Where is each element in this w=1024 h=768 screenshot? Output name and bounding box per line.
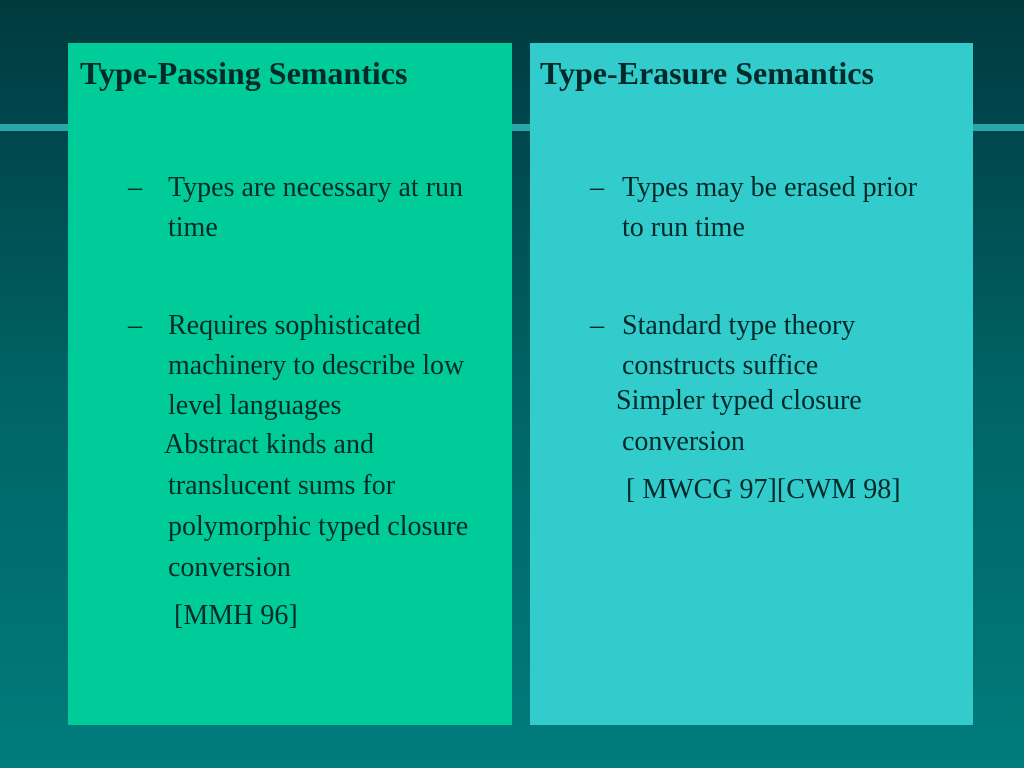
bullet-item <box>530 306 973 386</box>
bullet-text: Requires sophisticated machinery to describe low level languages <box>168 310 465 421</box>
bullet-dash: – <box>590 172 604 203</box>
sub-note: Simpler typed closure conversion <box>616 385 862 457</box>
type-passing-panel <box>68 43 512 725</box>
panel-title: Type-Erasure Semantics <box>540 55 874 91</box>
sub-note: Abstract kinds and translucent sums for polymorphic typed closure conversion <box>164 429 469 583</box>
bullet-list <box>68 168 512 636</box>
bullet-text: Types may be erased prior to run time <box>622 172 918 243</box>
bullet-dash: – <box>590 310 604 341</box>
bullet-dash: – <box>128 172 142 203</box>
citation: [MMH 96] <box>174 600 298 631</box>
panel-title: Type-Passing Semantics <box>80 55 408 91</box>
type-erasure-panel <box>530 43 973 725</box>
bullet-item <box>530 168 973 248</box>
bullet-text: Standard type theory constructs suffice <box>622 310 856 381</box>
bullet-item <box>68 168 512 248</box>
bullet-text: Types are necessary at run time <box>168 172 464 243</box>
bullet-item <box>68 306 512 426</box>
bullet-dash: – <box>128 310 142 341</box>
citation: [ MWCG 97][CWM 98] <box>626 474 901 505</box>
bullet-list <box>530 168 973 510</box>
